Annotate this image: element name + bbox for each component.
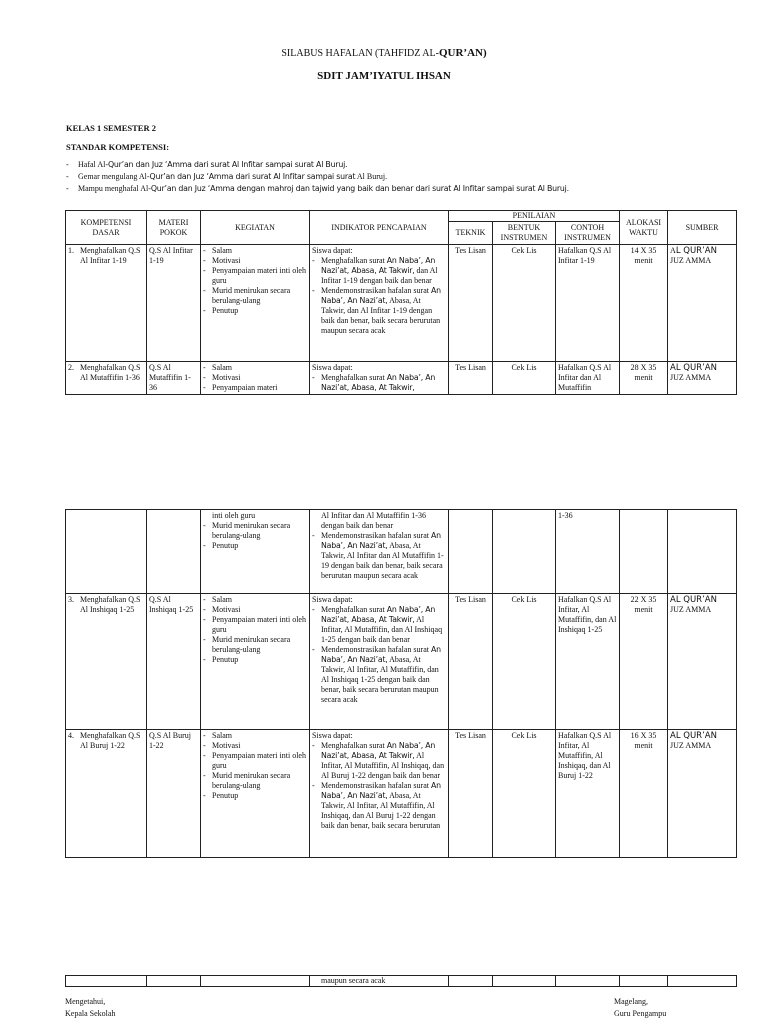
contoh-cell: Hafalkan Q.S Al Infitar 1-19 bbox=[556, 245, 620, 362]
syllabus-table-part-3 bbox=[65, 975, 737, 987]
standar-kompetensi-label: STANDAR KOMPETENSI: bbox=[66, 142, 170, 152]
alokasi-cell: 16 X 35 menit bbox=[620, 730, 668, 858]
contoh-cell: Hafalkan Q.S Al Infitar, Al Mutaffifin, Al Inshiqaq, dan Al Buruj 1-22 bbox=[556, 730, 620, 858]
materi-cell: Q.S Al Infitar 1-19 bbox=[147, 245, 201, 362]
bentuk-cell: Cek Lis bbox=[493, 362, 556, 395]
header-contoh-instrumen: CONTOH INSTRUMEN bbox=[556, 222, 620, 245]
teknik-cell: Tes Lisan bbox=[449, 362, 493, 395]
syllabus-table-part-1 bbox=[65, 210, 737, 395]
standar-item: - Gemar mengulang Al-Qur’an dan Juz ‘Amma dari surat Al Infitar sampai surat Al Buruj. bbox=[66, 172, 756, 181]
header-teknik: TEKNIK bbox=[449, 222, 493, 245]
materi-cell: Q.S Al Buruj 1-22 bbox=[147, 730, 201, 858]
materi-cell: Q.S Al Mutaffifin 1-36 bbox=[147, 362, 201, 395]
table-row bbox=[66, 245, 737, 362]
kegiatan-cell: - Salam - Motivasi - Penyampaian materi inti oleh guru - Murid menirukan secara berulang-ulang - Penutup bbox=[201, 594, 310, 730]
mengetahui-label: Mengetahui, bbox=[65, 997, 106, 1006]
table-row-continued bbox=[66, 510, 737, 594]
table-row bbox=[66, 362, 737, 395]
title-prefix: SILABUS HAFALAN (TAHFIDZ AL- bbox=[281, 48, 439, 59]
materi-cell: Q.S Al Inshiqaq 1-25 bbox=[147, 594, 201, 730]
table-row-continued bbox=[66, 976, 737, 987]
kd-cell: 1. Menghafalkan Q.S Al Infitar 1-19 bbox=[66, 245, 147, 362]
teknik-cell: Tes Lisan bbox=[449, 730, 493, 858]
kegiatan-cell: - Salam - Motivasi - Penyampaian materi inti oleh guru - Murid menirukan secara berulang-ulang - Penutup bbox=[201, 245, 310, 362]
contoh-cell: Hafalkan Q.S Al Infitar dan Al Mutaffifin bbox=[556, 362, 620, 395]
bentuk-cell: Cek Lis bbox=[493, 245, 556, 362]
indikator-cell: maupun secara acak bbox=[310, 976, 449, 987]
bentuk-cell: Cek Lis bbox=[493, 594, 556, 730]
header-bentuk-instrumen: BENTUK INSTRUMEN bbox=[493, 222, 556, 245]
kd-cell: 2. Menghafalkan Q.S Al Mutaffifin 1-36 bbox=[66, 362, 147, 395]
header-kompetensi-dasar: KOMPETENSI DASAR bbox=[66, 211, 147, 245]
kegiatan-item-partial: - Penyampaian materi bbox=[203, 383, 307, 393]
table-row bbox=[66, 730, 737, 858]
contoh-cell: 1-36 bbox=[556, 510, 620, 594]
header-sumber: SUMBER bbox=[668, 211, 737, 245]
teknik-cell: Tes Lisan bbox=[449, 245, 493, 362]
kelas-label: KELAS 1 SEMESTER 2 bbox=[66, 123, 156, 133]
alokasi-cell: 28 X 35 menit bbox=[620, 362, 668, 395]
header-alokasi-waktu: ALOKASI WAKTU bbox=[620, 211, 668, 245]
sumber-cell: AL QUR’AN JUZ AMMA bbox=[668, 245, 737, 362]
alokasi-cell: 22 X 35 menit bbox=[620, 594, 668, 730]
kd-cell: 4. Menghafalkan Q.S Al Buruj 1-22 bbox=[66, 730, 147, 858]
indikator-cell: Siswa dapat: - Menghafalkan surat An Naba’, An Nazi’at, Abasa, At Takwir, bbox=[310, 362, 449, 395]
indikator-cell: Siswa dapat: - Menghafalkan surat An Naba’, An Nazi’at, Abasa, At Takwir, Al Infitar, Al Mutaffifin, dan Al Inshiqaq 1-25 dengan baik dan benar - Mendemonstrasikan hafalan surat An Naba’, An Nazi’at, Abasa, At Takwir, Al Infitar, Al Mutaffifin, dan Al Inshiqaq 1-25 dengan baik dan benar, baik secara berurutan maupun secara acak bbox=[310, 594, 449, 730]
kegiatan-cell: inti oleh guru - Murid menirukan secara berulang-ulang - Penutup bbox=[201, 510, 310, 594]
syllabus-table-part-2 bbox=[65, 509, 737, 858]
school-name: SDIT JAM’IYATUL IHSAN bbox=[317, 70, 451, 82]
title-suffix: QUR’AN) bbox=[438, 47, 487, 59]
standar-item: - Hafal Al-Qur’an dan Juz ‘Amma dari surat Al Infitar sampai surat Al Buruj. bbox=[66, 160, 756, 169]
kegiatan-cell: - Salam - Motivasi - Penyampaian materi bbox=[201, 362, 310, 395]
standar-kompetensi-list bbox=[66, 160, 756, 196]
indikator-cell: Siswa dapat: - Menghafalkan surat An Naba’, An Nazi’at, Abasa, At Takwir, Al Infitar, Al Mutaffifin, Al Inshiqaq, dan Al Buruj 1-22 dengan baik dan benar - Mendemonstrasikan hafalan surat An Naba’, An Nazi’at, Abasa, At Takwir, Al Infitar, Al Mutaffifin, Al Inshiqaq, dan Al Buruj 1-22 dengan baik dan benar, baik secara berurutan bbox=[310, 730, 449, 858]
standar-item: - Mampu menghafal Al-Qur’an dan Juz ‘Amma dengan mahroj dan tajwid yang baik dan benar dari surat Al Infitar sampai surat Al Buruj. bbox=[66, 184, 756, 193]
document-title bbox=[0, 47, 768, 59]
kegiatan-cell: - Salam - Motivasi - Penyampaian materi inti oleh guru - Murid menirukan secara berulang-ulang - Penutup bbox=[201, 730, 310, 858]
kd-cell: 3. Menghafalkan Q.S Al Inshiqaq 1-25 bbox=[66, 594, 147, 730]
contoh-cell: Hafalkan Q.S Al Infitar, Al Mutaffifin, dan Al Inshiqaq 1-25 bbox=[556, 594, 620, 730]
guru-pengampu-label: Guru Pengampu bbox=[614, 1009, 667, 1018]
bentuk-cell: Cek Lis bbox=[493, 730, 556, 858]
indikator-cell: Al Infitar dan Al Mutaffifin 1-36 dengan baik dan benar - Mendemonstrasikan hafalan surat An Naba’, An Nazi’at, Abasa, At Takwir, Al Infitar dan Al Mutaffifin 1-19 dengan baik dan benar, baik secara berurutan maupun secara acak bbox=[310, 510, 449, 594]
sumber-cell: AL QUR’AN JUZ AMMA bbox=[668, 594, 737, 730]
footer-right bbox=[614, 996, 666, 1020]
header-indikator: INDIKATOR PENCAPAIAN bbox=[310, 211, 449, 245]
teknik-cell: Tes Lisan bbox=[449, 594, 493, 730]
sumber-cell: AL QUR’AN JUZ AMMA bbox=[668, 730, 737, 858]
header-materi-pokok: MATERI POKOK bbox=[147, 211, 201, 245]
header-penilaian: PENILAIAN bbox=[449, 211, 620, 222]
place-date-label: Magelang, bbox=[614, 997, 648, 1006]
footer-left bbox=[65, 996, 115, 1020]
sumber-cell: AL QUR’AN JUZ AMMA bbox=[668, 362, 737, 395]
table-row bbox=[66, 594, 737, 730]
indikator-cell: Siswa dapat: - Menghafalkan surat An Naba’, An Nazi’at, Abasa, At Takwir, dan Al Infitar 1-19 dengan baik dan benar - Mendemonstrasikan hafalan surat An Naba’, An Nazi’at, Abasa, At Takwir, dan Al Infitar 1-19 dengan baik dan benar, baik secara berurutan maupun secara acak bbox=[310, 245, 449, 362]
header-kegiatan: KEGIATAN bbox=[201, 211, 310, 245]
alokasi-cell: 14 X 35 menit bbox=[620, 245, 668, 362]
kepala-sekolah-label: Kepala Sekolah bbox=[65, 1009, 116, 1018]
